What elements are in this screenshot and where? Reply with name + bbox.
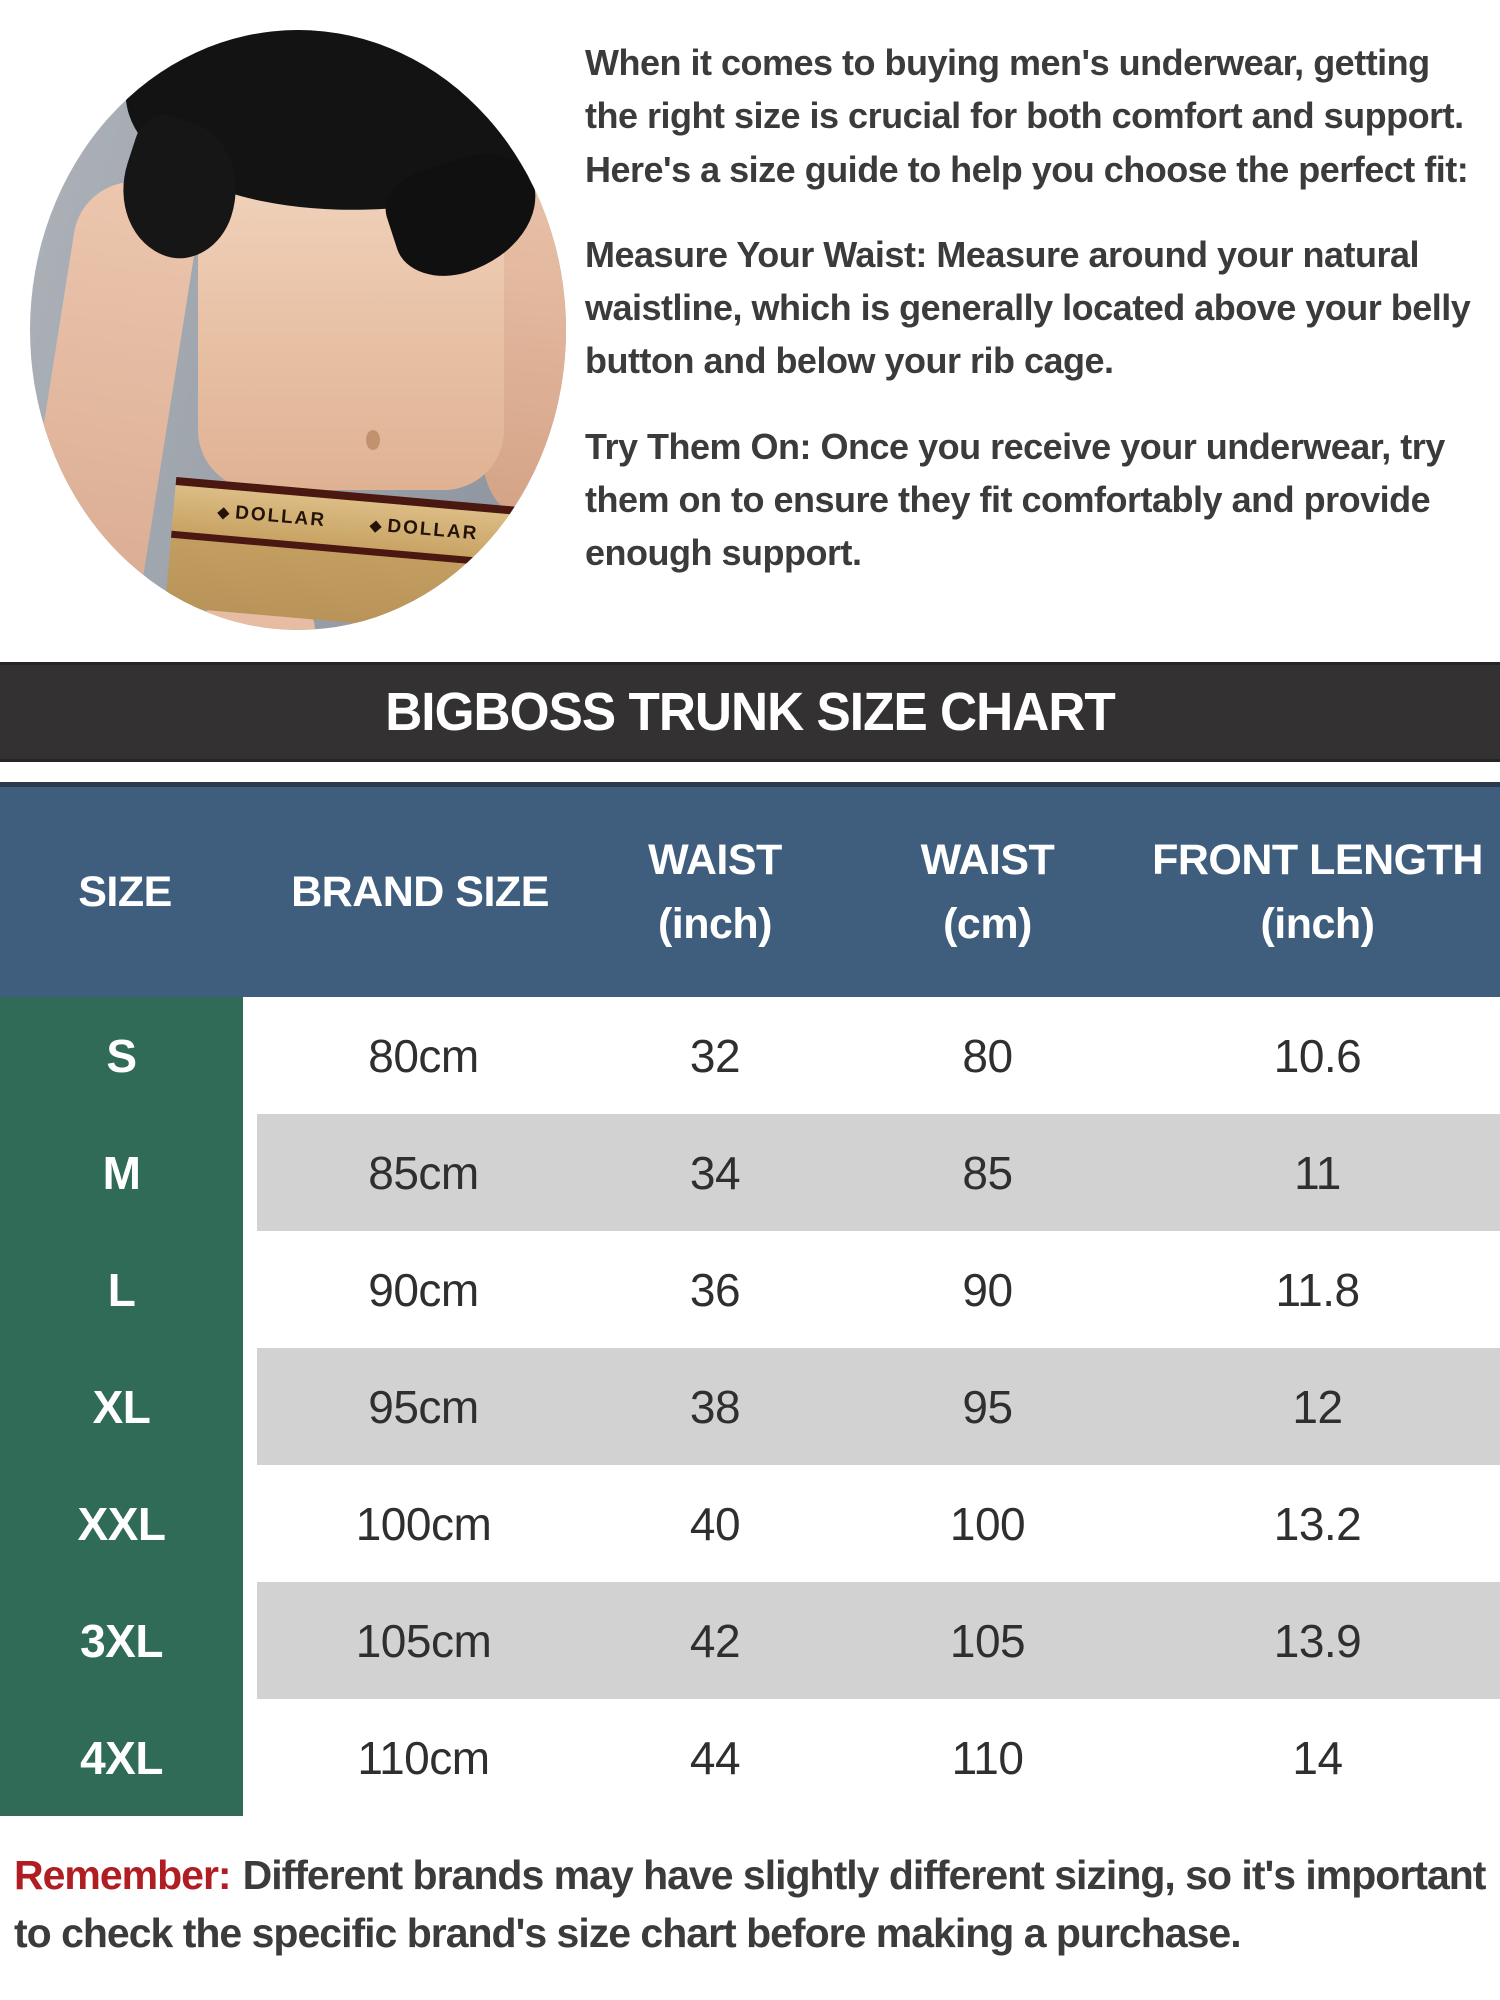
waistband-brand-text: DOLLAR [386,515,480,545]
waist-cm-cell: 105 [840,1582,1135,1699]
chart-title: BIGBOSS TRUNK SIZE CHART [385,682,1115,742]
table-row-xl [0,1348,1500,1465]
size-chart-table [0,782,1500,1816]
size-cell: L [0,1231,250,1348]
waistband-brandmark [217,501,327,532]
table-row-xxl [0,1465,1500,1582]
brand-size-cell: 85cm [250,1114,590,1231]
intro-text [585,36,1490,579]
col-header-waist-cm: WAIST (cm) [840,785,1135,998]
intro-paragraph-sizing: When it comes to buying men's underwear, getting the right size is crucial for both comfort and support. Here's a size guide to help you choose the perfect fit: [585,42,1469,190]
remember-label: Remember: [14,1852,231,1898]
table-row-m [0,1114,1500,1231]
waist-inch-cell: 44 [590,1699,840,1816]
waist-cm-cell: 100 [840,1465,1135,1582]
front-length-cell: 11 [1135,1114,1500,1231]
trunks-shape [165,477,525,630]
waist-inch-cell: 40 [590,1465,840,1582]
table-row-l [0,1231,1500,1348]
brand-size-cell: 80cm [250,997,590,1114]
footer-note-text: Different brands may have slightly different sizing, so it's important to check the specific brand's size chart before making a purchase. [14,1852,1486,1957]
dollar-logo-icon: ◆ [369,517,385,536]
dollar-logo-icon: ◆ [216,503,232,522]
brand-size-cell: 105cm [250,1582,590,1699]
header-row [0,785,1500,998]
col-header-size: SIZE [0,785,250,998]
waist-inch-cell: 42 [590,1582,840,1699]
table-row-3xl [0,1582,1500,1699]
intro-paragraph-measure-waist: Measure Your Waist: Measure around your natural waistline, which is generally located above your belly button and below your rib cage. [585,233,1471,382]
col-header-waist-inch: WAIST (inch) [590,785,840,998]
size-cell: 4XL [0,1699,250,1816]
table-row-4xl [0,1699,1500,1816]
brand-size-cell: 95cm [250,1348,590,1465]
waistband-brand-text: DOLLAR [234,502,327,532]
size-cell: XL [0,1348,250,1465]
waistband [171,477,525,568]
front-length-cell: 13.9 [1135,1582,1500,1699]
brand-size-cell: 100cm [250,1465,590,1582]
col-header-front-length: FRONT LENGTH (inch) [1135,785,1500,998]
waist-inch-cell: 34 [590,1114,840,1231]
waist-inch-cell: 38 [590,1348,840,1465]
waist-cm-cell: 110 [840,1699,1135,1816]
front-length-cell: 13.2 [1135,1465,1500,1582]
waist-inch-cell: 36 [590,1231,840,1348]
model-photo [30,30,566,630]
size-cell: 3XL [0,1582,250,1699]
brand-size-cell: 110cm [250,1699,590,1816]
size-cell: S [0,997,250,1114]
front-length-cell: 11.8 [1135,1231,1500,1348]
col-header-brand-size: BRAND SIZE [250,785,590,998]
intro-section [0,0,1500,662]
waist-inch-cell: 32 [590,997,840,1114]
front-length-cell: 10.6 [1135,997,1500,1114]
waist-cm-cell: 95 [840,1348,1135,1465]
front-length-cell: 12 [1135,1348,1500,1465]
brand-size-cell: 90cm [250,1231,590,1348]
table-row-s [0,997,1500,1114]
size-cell: XXL [0,1465,250,1582]
model-navel-shape [366,430,380,450]
waist-cm-cell: 90 [840,1231,1135,1348]
waist-cm-cell: 85 [840,1114,1135,1231]
waist-cm-cell: 80 [840,997,1135,1114]
size-cell: M [0,1114,250,1231]
footer-note [14,1846,1488,1962]
waistband-brandmark [369,514,479,545]
intro-paragraph-try-them-on: Try Them On: Once you receive your underwear, try them on to ensure they fit comfortably and provide enough support. [585,425,1445,574]
front-length-cell: 14 [1135,1699,1500,1816]
chart-title-banner [0,662,1500,762]
